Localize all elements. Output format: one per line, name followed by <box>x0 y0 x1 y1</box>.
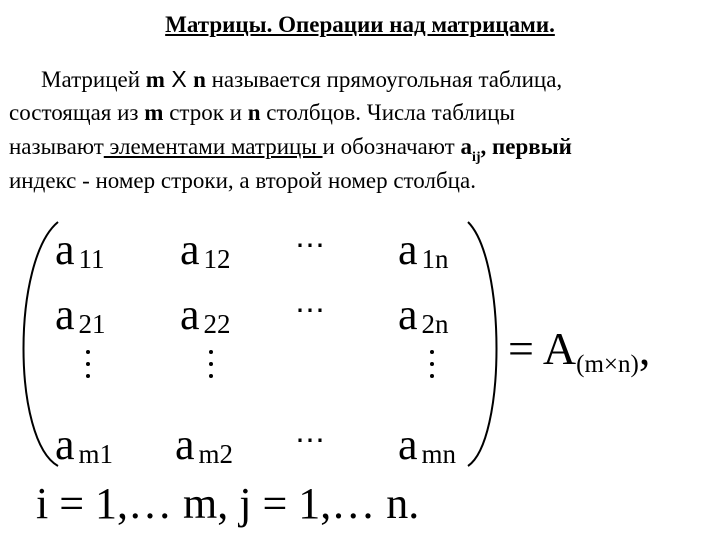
vdots-coln <box>430 350 436 386</box>
text: и обозначают <box>322 134 461 159</box>
text: строк и <box>163 100 248 125</box>
element-am2: am2 <box>175 420 234 469</box>
text: называется прямоугольная таблица, <box>205 67 563 92</box>
underlined-term: элементами матрицы <box>103 134 323 159</box>
paragraph-line-4: индекс - номер строки, а второй номер столбца. <box>9 168 476 193</box>
element-amn: amn <box>398 420 457 469</box>
element-am1: am1 <box>55 420 114 469</box>
element-a11: a 11 <box>55 225 105 274</box>
element-a2n: a 2n <box>398 290 449 339</box>
text: столбцов. Числа таблицы <box>260 100 515 125</box>
ij-subscript: ij <box>471 150 481 165</box>
x-symbol: X <box>164 66 194 92</box>
dimension-subscript: (m×n) <box>576 351 639 378</box>
element-a21: a 21 <box>55 290 106 339</box>
hdots-rowm: ⋯ <box>295 424 327 457</box>
hdots-row1: ⋯ <box>295 229 327 262</box>
hdots-row2: ⋯ <box>295 294 327 327</box>
right-paren <box>468 222 497 466</box>
left-paren <box>24 222 59 466</box>
equals-a-mxn <box>508 322 651 378</box>
aij-symbol: a <box>460 134 472 159</box>
slide-title: Матрицы. Операции над матрицами. <box>165 12 555 37</box>
vdots-col1 <box>86 350 92 386</box>
text: называют <box>9 134 104 159</box>
element-a1n: a 1n <box>398 225 449 274</box>
element-a22: a 22 <box>180 290 231 339</box>
m-symbol: m <box>144 100 164 125</box>
n-symbol: n <box>193 67 206 92</box>
text: состоящая из <box>9 100 145 125</box>
vdots-col2 <box>209 350 215 386</box>
m-symbol: m <box>145 67 165 92</box>
element-a12: a 12 <box>180 225 231 274</box>
comma: , <box>638 323 651 374</box>
index-range: i = 1,… m, j = 1,… n. <box>36 479 420 528</box>
n-symbol: n <box>247 100 261 125</box>
equals-a: = A <box>508 323 577 374</box>
text: , первый <box>480 134 572 159</box>
text: Матрицей <box>41 67 146 92</box>
